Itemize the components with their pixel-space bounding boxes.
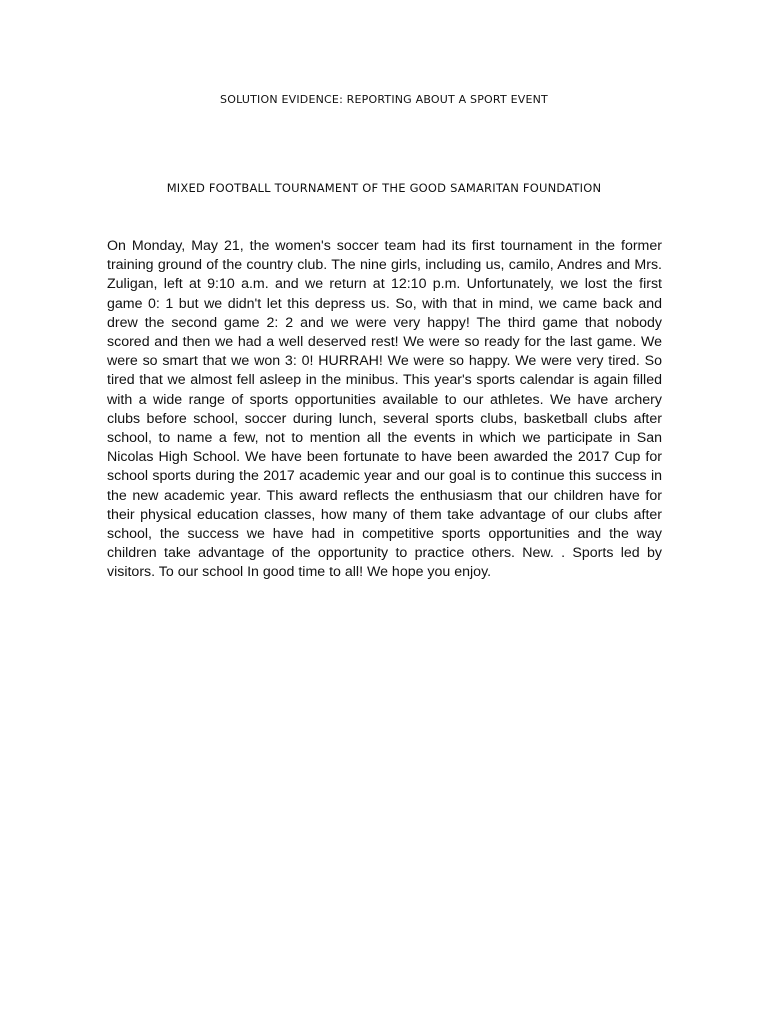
body-paragraph: On Monday, May 21, the women's soccer team had its first tournament in the former training ground of the country club. The nine girls, including us, camilo, Andres and Mrs. Zuligan, left at 9:10 a.m. and we return at 12:10 p.m. Unfortunately, we lost the first game 0: 1 but we didn't let this depress us. So, with that in mind, we came back and drew the second game 2: 2 and we were very happy! The third game that nobody scored and then we had a well deserved rest! We were so ready for the last game. We were so smart that we won 3: 0! HURRAH! We were so happy. We were very tired. So tired that we almost fell asleep in the minibus. This year's sports calendar is again filled with a wide range of sports opportunities available to our athletes. We have archery clubs before school, soccer during lunch, several sports clubs, basketball clubs after school, to name a few, not to mention all the events in which we participate in San Nicolas High School. We have been fortunate to have been awarded the 2017 Cup for school sports during the 2017 academic year and our goal is to continue this success in the new academic year. This award reflects the enthusiasm that our children have for their physical education classes, how many of them take advantage of our clubs after school, the success we have had in competitive sports opportunities and the way children take advantage of the opportunity to practice others. New. . Sports led by visitors. To our school In good time to all! We hope you enjoy. <box>107 238 662 581</box>
document-title: SOLUTION EVIDENCE: REPORTING ABOUT A SPORT EVENT <box>220 93 548 106</box>
document-subtitle: MIXED FOOTBALL TOURNAMENT OF THE GOOD SAMARITAN FOUNDATION <box>166 181 602 195</box>
